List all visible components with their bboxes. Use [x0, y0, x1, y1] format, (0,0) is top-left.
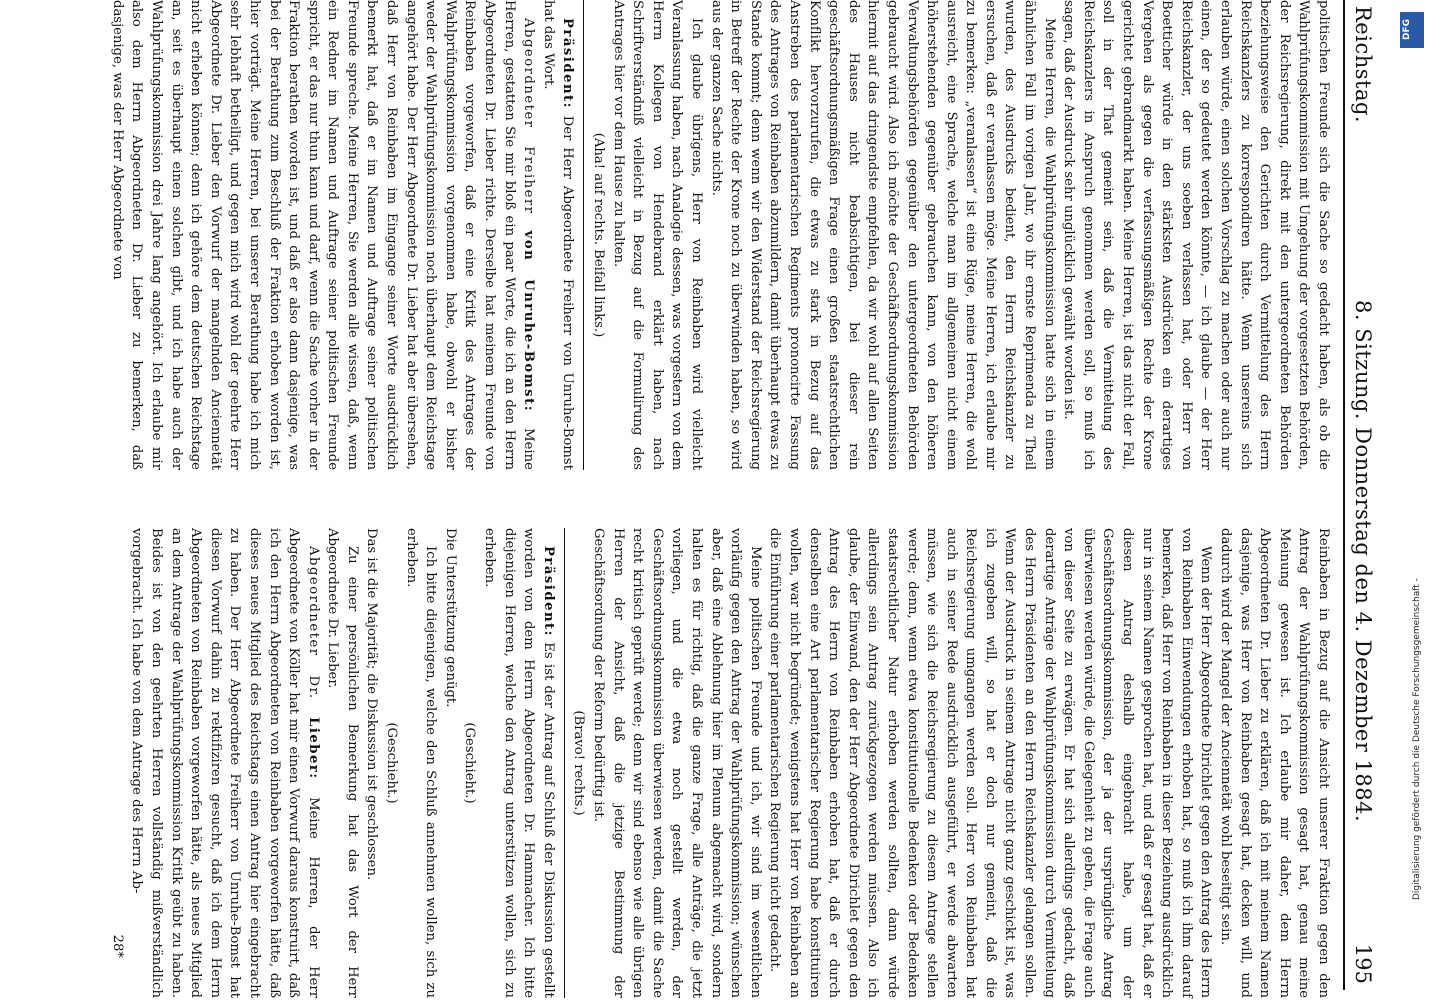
page-header — [1343, 0, 1395, 1000]
speaker-intro: Abgeordneter Freiherr — [521, 18, 537, 215]
paragraph — [107, 0, 538, 470]
left-column — [107, 0, 1333, 470]
page-signature: 28* — [109, 934, 125, 958]
digitization-note: Digitalisierung gefördert durch die Deutsche Forschungsgemeinschaft - — [1412, 578, 1422, 900]
paragraph: Wenn der Herr Abgeordnete Dirichlet gegen den Antrag des Herrn von Reinbaben Einwendungen erhoben hat, so muß ich ihm darauf bemerken, daß Herr von Reinbaben in dieser Beziehung ausdrücklich nur in seinem Namen gesprochen hat, und daß er gesagt hat, daß er diesen Antrag deshalb eingebracht habe, um der Geschäftsordnungskommission, der ja der ursprüngliche Antrag überwiesen werden würde, die Gelegenheit zu geben, die Frage auch von dieser Seite zu erwägen. Er hat sich allerdings gedacht, daß derartige Anträge der Wahlprüfungskommission durch Vermittelung des Herrn Präsidenten an den Herrn Reichskanzler gelangen sollen. Wenn der Ausdruck in seinem Antrage nicht ganz geschickt ist, was ich zugeben will, so hat er doch nur gemeint, daß die Reichsregierung umgangen werden soll. Herr von Reinbaben hat auch in seiner Rede ausdrücklich ausgeführt, er werde abwarten müssen, wie sich die Reichsregierung zu diesem Antrage stellen werde; denn, wenn etwa konstitutionelle Bedenken oder Bedenken staatsrechtlicher Natur erhoben werden sollten, dann würde allerdings sein Antrag zurückgezogen werden müssen. Also ich glaube, der Einwand, den der Herr Abgeordnete Dirichlet gegen den Antrag des Herrn von Reinbaben erhoben hat, daß er durch denselben eine Art parlamentarischer Regierung habe konstituiren wollen, war nicht begründet; wenigstens hat Herr von Reinbaben an die Einführung einer parlamentarischen Regierung nicht gedacht. — [767, 528, 1214, 998]
dfg-logo-icon — [1400, 12, 1424, 48]
remark: (Geschieht.) — [384, 722, 400, 804]
remark: (Bravo! rechts.) — [571, 710, 587, 816]
speaker-intro: Abgeordneter Dr. — [305, 546, 321, 700]
paragraph: Ich bitte diejenigen, welche den Schluß annehmen wollen, sich zu erheben. — [403, 528, 439, 998]
header-left: Reichstag. — [1351, 6, 1375, 124]
right-column — [107, 528, 1333, 998]
paragraph: Meine politischen Freunde und ich, wir sind im wesentlichen vorläufig gegen den Antrag der Wahlprüfungskommission; wünschen aber, daß eine Ablehnung hier im Plenum abgemacht wird, sondern halten es für richtig, daß die ganze Frage, alle Anträge, die jetzt vorliegen, und die etwa noch gestellt werden, der Geschäftsordnungskommission überwiesen werden, damit die Sache recht kritisch geprüft werde; denn wir sind ebenso wie alle übrigen Herren der Ansicht, daß die jetzige Bestimmung der Geschäftsordnung der Reform bedürftig ist. — [591, 528, 763, 998]
remark: (Geschieht.) — [462, 722, 478, 804]
separator — [583, 0, 584, 470]
paragraph: Zu einer persönlichen Bemerkung hat das Wort der Herr Abgeordnete Dr. Lieber. — [325, 528, 360, 998]
paragraph-text: Der Herr Abgeordnete Freiherr von Unruhe-Bomst hat das Wort. — [540, 0, 576, 470]
paragraph-text: Es ist der Antrag auf Schluß der Diskussion gestellt worden von dem Herrn Abgeordneten Dr. Hammacher. Ich bitte diejenigen Herren, welche den Antrag unterstützen wollen, sich zu erheben. — [482, 528, 556, 998]
speaker-name: von Unruhe-Bomst: — [521, 230, 537, 413]
header-rule — [1343, 0, 1345, 990]
speaker-name: Lieber: — [305, 717, 321, 780]
paragraph — [127, 528, 323, 998]
paragraph: politischen Freunde sich die Sache so gedacht haben, als ob die Wahlprüfungskommission mit Umgehung der vorgesetzten Behörden, der Reichsregierung, direkt mit den untergeordneten Behörden beziehungsweise den Gerichten durch Vermittelung des Herrn Reichskanzlers zu korrespondiren hätte. Wenn unsereins sich erlauben würde, einen solchen Vorschlag zu machen oder auch nur einen, der so gedeutet werden könnte, — ich glaube — der Herr Reichskanzler, der uns soeben verlassen hat, oder Herr von Boetticher würde in den stärksten Ausdrücken ein derartiges Vergehen als gegen die verfassungsmäßigen Rechte der Krone gerichtet gebrandmarkt haben. Meine Herren, ist das nicht der Fall, soll in der That gemeint sein, daß die Vermittelung des Reichskanzlers in Anspruch genommen werden soll, so muß ich sagen, daß der Ausdruck sehr unglücklich gewählt worden ist. — [1061, 0, 1331, 470]
paragraph — [479, 528, 557, 998]
paragraph — [538, 0, 577, 470]
paragraph: Reinbaben in Bezug auf die Ansicht unserer Fraktion gegen den Antrag der Wahlprüfungskommission gesagt hat, genau meine Meinung gewesen ist. Ich erlaube mir daher, dem Herrn Abgeordneten Dr. Lieber zu erklären, daß ich mit meinem Namen dasjenige, was Herr von Reinbaben gesagt hat, decken will, und dadurch wird der Mangel der Anciennetät wohl beseitigt sein. — [1218, 528, 1331, 998]
paragraph: Die Unterstützung genügt. — [442, 528, 458, 708]
page-number: 195 — [1351, 943, 1375, 984]
separator — [564, 528, 565, 998]
paragraph-text: Meine Herren, der Herr Abgeordnete von Köller hat mir einen Vorwurf daraus konstruirt, daß ich den Herrn Abgeordneten von Reinbaben vorgeworfen hätte, daß dieses neues Mitglied des Reichstags einen Antrag hier eingebracht zu haben. Der Herr Abgeordnete Freiherr von Unruhe-Bomst hat diesen Vorwurf dahin zu rektifiziren gesucht, daß ich dem Herrn Abgeordneten von Reinbaben vorgeworfen hätte, als neues Mitglied an dem Antrage der Wahlprüfungskommission Kritik geübt zu haben. Beides ist von den geehrten Herren vollständig mißverständlich vorgebracht. Ich habe von dem Antrage des Herrn Ab- — [129, 528, 321, 999]
speaker-label: Präsident: — [540, 546, 556, 638]
speaker-label: Präsident: — [560, 18, 576, 110]
paragraph: Das ist die Majorität; die Diskussion ist geschlossen. — [364, 528, 380, 881]
header-center: 8. Sitzung. Donnerstag den 4. Dezember 1884. — [1351, 300, 1375, 823]
paragraph: Ich glaube übrigens, Herr von Reinbaben wird vielleicht Veranlassung haben, nach Analogie dessen, was vorgestern von dem Herrn Kollegen von Hendebrand erklärt haben, nach Schriftverständniß vielleicht in Bezug auf die Formulirung des Antrages hier vor dem Hause zu halten. — [610, 0, 704, 470]
paragraph-text: Meine Herren, gestatten Sie mir bloß ein paar Worte, die ich an den Herrn Abgeordneten Dr. Lieber richte. Derselbe hat meinem Freunde von Reinbaben vorgeworfen, daß er eine Kritik des Antrages der Wahlprüfungskommission vorgenommen habe, obwohl er bisher weder der Wahlprüfungskommission noch überhaupt dem Reichstage angehört habe. Der Herr Abgeordnete Dr. Lieber hat aber übersehen, daß Herr von Reinbaben im Eingange seiner Worte ausdrücklich bemerkt hat, daß er im Namen und Auftrage seiner politischen Freunde spreche. Meine Herren, Sie werden alle wissen, daß, wenn ein Redner im Namen und Auftrage seiner politischen Freunde spricht, er das nur thun kann und darf, wenn die Sache vorher in der Fraktion berathen worden ist, und daß er also dann dasjenige, was bei der Berathung zum Beschluß der Fraktion erhoben worden ist, hier vorträgt. Meine Herren, bei unserer Berathung habe ich mich sehr lebhaft betheiligt, und gegen mich wird wohl der geehrte Herr Abgeordnete Dr. Lieber den Vorwurf der mangelnden Anciennetät nicht erheben können; denn ich gehöre dem deutschen Reichstage an, seit es überhaupt einen solchen gibt, und ich habe auch der Wahlprüfungskommission drei Jahre lang angehört. Ich erlaube mir also dem Herrn Abgeordneten Dr. Lieber zu bemerken, daß dasjenige, was der Herr Abgeordnete von — [109, 0, 537, 470]
paragraph: Meine Herren, die Wahlprüfungskommission hatte sich in einem ähnlichen Fall im vorigen Jahr, wo ihr ernste Reprimenda zu Theil wurden, des Ausdrucks bedient, den Herrn Reichskanzler zu ersuchen, daß er veranlassen möge. Meine Herren, ich erlaube mir zu bemerken: „veranlassen“ ist eine Rüge, meine Herren, die wohl ausreicht, eine Sprache, welche man im allgemeinen nicht einem höherstehenden gegenüber gebrauchen kann, von den höheren Verwaltungsbehörden gegenüber den untergeordneten Behörden gebraucht wird. Also ich möchte der Geschäftsordnungskommission hiermit auf das dringendste empfehlen, da wir wohl auf allen Seiten des Hauses nicht beabsichtigen, bei dieser rein geschäftsordnungsmäßigen Frage einen großen staatsrechtlichen Konflikt hervorzurufen, die etwas zu stark in Bezug auf das Anstreben des parlamentarischen Regiments prononcirte Fassung des Antrages von Reinbaben abzumildern, damit überhaupt etwas zu Stande kommt; denn wenn wir den Widerstand der Reichsregierung in Betreff der Rechte der Krone noch zu überwinden haben, so wird aus der ganzen Sache nichts. — [708, 0, 1057, 470]
remark: (Aha! auf rechts. Beifall links.) — [591, 132, 607, 338]
logo-text: DFG — [1402, 18, 1412, 40]
